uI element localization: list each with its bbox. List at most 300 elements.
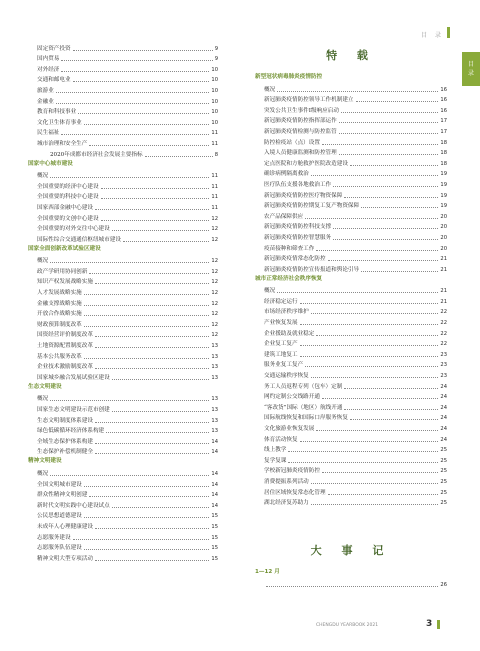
toc-entry-title: 企业援助及就业稳定 <box>264 330 315 337</box>
toc-leader-dots <box>333 228 438 229</box>
toc-entry[interactable] <box>255 253 447 264</box>
toc-leader-dots <box>56 103 210 104</box>
toc-entry-page: 12 <box>211 268 218 275</box>
toc-leader-dots <box>95 443 209 444</box>
header-accent-bar <box>447 27 450 38</box>
toc-leader-dots <box>95 560 209 561</box>
toc-entry-page: 22 <box>440 320 447 327</box>
toc-entry-page: 14 <box>211 438 218 445</box>
toc-entry[interactable] <box>255 475 447 486</box>
toc-entry-page: 25 <box>440 489 447 496</box>
toc-entry[interactable] <box>28 552 218 563</box>
toc-entry-page: 25 <box>440 468 447 475</box>
toc-entry[interactable] <box>255 401 447 412</box>
toc-leader-dots <box>112 379 210 380</box>
toc-entry[interactable] <box>255 327 447 338</box>
toc-entry[interactable] <box>28 499 218 510</box>
toc-entry-title: 对外经济 <box>37 66 60 73</box>
toc-entry-title: 国际航线恢复和国际口岸服务恢复 <box>264 415 348 422</box>
toc-entry[interactable] <box>28 63 218 74</box>
toc-leader-dots <box>84 517 210 518</box>
toc-entry[interactable] <box>28 350 218 361</box>
toc-entry-page: 18 <box>440 150 447 157</box>
toc-entry[interactable] <box>255 168 447 179</box>
toc-entry-page: 26 <box>440 581 447 588</box>
toc-leader-dots <box>61 71 209 72</box>
toc-entry-title: 金融业 <box>37 98 54 105</box>
toc-entry[interactable] <box>255 578 447 589</box>
toc-leader-dots <box>89 273 209 274</box>
toc-leader-dots <box>89 496 209 497</box>
toc-entry[interactable] <box>255 391 447 402</box>
side-tab-line1: 目 <box>467 61 474 68</box>
toc-entry-page: 13 <box>211 396 218 403</box>
toc-entry[interactable] <box>255 242 447 253</box>
toc-entry-title: 绿色低碳循环经济体系构建 <box>37 428 105 435</box>
toc-entry[interactable] <box>255 348 447 359</box>
toc-entry-page: 10 <box>211 66 218 73</box>
toc-section-title[interactable]: 城市正常经济社会秩序恢复 <box>255 275 323 282</box>
toc-entry[interactable] <box>255 380 447 391</box>
toc-entry[interactable] <box>28 520 218 531</box>
toc-entry-title: 国家生态文明建设示范市创建 <box>37 407 110 413</box>
toc-leader-dots <box>350 165 438 166</box>
toc-entry-page: 15 <box>211 545 218 552</box>
toc-entry-page: 19 <box>440 192 447 199</box>
toc-entry-page: 21 <box>440 298 447 305</box>
footer-text: CHENGDU YEARBOOK 2021 <box>316 623 379 628</box>
page-number-bar <box>437 620 440 629</box>
toc-entry-title: 新冠肺炎疫情防控指挥部运作 <box>264 118 337 125</box>
toc-entry-page: 23 <box>440 351 447 358</box>
toc-leader-dots <box>316 430 438 431</box>
toc-entry[interactable] <box>255 422 447 433</box>
toc-entry-page: 12 <box>211 279 218 286</box>
toc-entry-title: 企业技术激励制度改革 <box>37 364 93 371</box>
toc-entry[interactable] <box>28 542 218 553</box>
toc-leader-dots <box>356 101 439 102</box>
toc-leader-dots <box>344 409 438 410</box>
toc-entry-title: 未成年人心理健康建设 <box>37 523 93 530</box>
toc-entry-title: 开放合作战略实施 <box>37 311 82 318</box>
toc-leader-dots <box>50 177 209 178</box>
toc-leader-dots <box>78 113 209 114</box>
toc-entry[interactable] <box>28 329 218 340</box>
toc-entry[interactable] <box>28 510 218 521</box>
toc-entry-title: 国家城乡融合发展试验区建设 <box>37 374 110 381</box>
toc-entry-title: 确诊病例隔离救治 <box>264 171 309 178</box>
toc-entry-page: 16 <box>440 86 447 93</box>
toc-leader-dots <box>361 207 438 208</box>
toc-entry-title: 生态文明制度体系建设 <box>37 417 93 424</box>
toc-leader-dots <box>328 494 439 495</box>
toc-entry-page: 22 <box>440 341 447 348</box>
toc-entry[interactable] <box>255 433 447 444</box>
toc-section-title[interactable]: 1—12 月 <box>255 569 280 576</box>
toc-entry-title: 全国重要的文创中心建设 <box>37 215 99 222</box>
toc-entry-page: 20 <box>440 224 447 231</box>
toc-entry-page: 14 <box>211 470 218 477</box>
toc-leader-dots <box>84 305 210 306</box>
toc-entry[interactable] <box>255 231 447 242</box>
toc-entry[interactable] <box>28 170 218 181</box>
toc-entry-title: 新冠肺炎疫情防控医疗物资保障 <box>264 192 343 199</box>
toc-entry[interactable] <box>28 371 218 382</box>
toc-entry[interactable] <box>28 425 218 436</box>
toc-entry-title: 国际性综合交通通信枢纽城市建设 <box>37 236 121 243</box>
toc-entry-title: 市场经济秩序维护 <box>264 309 309 316</box>
toc-entry[interactable] <box>255 454 447 465</box>
toc-entry-page: 12 <box>211 258 218 265</box>
toc-entry-page: 13 <box>211 428 218 435</box>
chronicle-heading: 大 事 记 <box>310 544 392 558</box>
toc-leader-dots <box>89 145 209 146</box>
toc-entry[interactable] <box>28 116 218 127</box>
toc-leader-dots <box>112 507 210 508</box>
toc-leader-dots <box>341 112 438 113</box>
toc-leader-dots <box>101 220 210 221</box>
toc-entry-page: 15 <box>211 523 218 530</box>
toc-entry-page: 13 <box>211 364 218 371</box>
toc-entry-page: 11 <box>211 204 218 211</box>
toc-leader-dots <box>339 133 439 134</box>
toc-entry[interactable] <box>255 465 447 476</box>
toc-entry-page: 16 <box>440 107 447 114</box>
toc-entry-title: 知识产权发展战略实施 <box>37 279 93 286</box>
toc-leader-dots <box>277 292 438 293</box>
toc-entry[interactable] <box>28 95 218 106</box>
toc-leader-dots <box>61 60 212 61</box>
toc-entry-page: 10 <box>211 109 218 116</box>
toc-entry[interactable] <box>28 308 218 319</box>
toc-entry-title: 概况 <box>37 470 49 477</box>
toc-entry-page: 24 <box>440 383 447 390</box>
toc-entry-title: 线上教学 <box>264 447 287 454</box>
toc-entry-page: 11 <box>211 183 218 190</box>
toc-leader-dots <box>300 356 439 357</box>
toc-entry-page: 10 <box>211 77 218 84</box>
toc-entry[interactable] <box>28 127 218 138</box>
toc-entry[interactable] <box>255 306 447 317</box>
toc-entry[interactable] <box>28 223 218 234</box>
toc-entry-title: 全国重要的经济中心建设 <box>37 183 99 190</box>
toc-entry[interactable] <box>28 489 218 500</box>
toc-entry[interactable] <box>255 136 447 147</box>
toc-leader-dots <box>288 451 438 452</box>
toc-entry-title: 志愿服务建设 <box>37 534 71 541</box>
toc-leader-dots <box>112 230 210 231</box>
toc-entry[interactable] <box>255 338 447 349</box>
toc-entry-page: 25 <box>440 447 447 454</box>
toc-leader-dots <box>123 241 209 242</box>
toc-entry[interactable] <box>255 497 447 508</box>
toc-entry-title: 体育活动恢复 <box>264 436 298 443</box>
toc-section-title[interactable]: 生态文明建设 <box>28 383 62 390</box>
toc-right-column <box>255 42 447 589</box>
toc-entry-page: 12 <box>211 321 218 328</box>
page-number: 3 <box>426 619 433 629</box>
toc-section-title[interactable]: 国家全面创新改革试验区建设 <box>28 245 101 252</box>
toc-entry[interactable] <box>255 263 447 274</box>
toc-leader-dots <box>112 411 210 412</box>
toc-entry-page: 10 <box>211 87 218 94</box>
toc-entry-title: 概况 <box>37 173 49 180</box>
toc-entry-title: 土地资源配置制度改革 <box>37 343 93 350</box>
toc-entry-page: 21 <box>440 256 447 263</box>
toc-entry-page: 11 <box>211 194 218 201</box>
toc-entry-title: 旅游业 <box>37 87 54 94</box>
toc-leader-dots <box>311 377 439 378</box>
toc-entry[interactable] <box>28 276 218 287</box>
toc-entry[interactable] <box>255 83 447 94</box>
toc-entry-page: 19 <box>440 181 447 188</box>
toc-entry-page: 10 <box>211 119 218 126</box>
toc-leader-dots <box>300 303 439 304</box>
side-tab-line2: 录 <box>467 70 474 77</box>
toc-leader-dots <box>328 260 439 261</box>
toc-leader-dots <box>311 483 439 484</box>
toc-entry-title: 文化卫生体育事业 <box>37 119 82 126</box>
toc-entry-title: 概况 <box>264 288 276 295</box>
toc-entry[interactable] <box>255 369 447 380</box>
toc-entry-title: 居住区域恢复常态化管理 <box>264 489 326 496</box>
toc-leader-dots <box>339 122 439 123</box>
side-tab <box>462 52 480 86</box>
toc-entry[interactable] <box>255 486 447 497</box>
toc-entry-page: 14 <box>211 481 218 488</box>
toc-entry[interactable] <box>28 286 218 297</box>
toc-leader-dots <box>300 441 439 442</box>
toc-entry-title: 医疗队伍支援各地救治工作 <box>264 181 332 188</box>
toc-entry-page: 20 <box>440 213 447 220</box>
toc-entry-page: 11 <box>211 140 218 147</box>
toc-entry-page: 14 <box>211 502 218 509</box>
toc-leader-dots <box>316 250 438 251</box>
toc-leader-dots <box>84 315 210 316</box>
toc-entry-title: 全国文明城市建设 <box>37 481 82 488</box>
toc-entry[interactable] <box>28 446 218 457</box>
toc-entry-title: 基本公共服务改革 <box>37 353 82 360</box>
toc-entry[interactable] <box>255 359 447 370</box>
toc-entry-title: 经济稳定运行 <box>264 298 298 305</box>
toc-entry-title: 学校新冠肺炎疫情防控 <box>264 468 320 475</box>
toc-entry[interactable] <box>255 94 447 105</box>
toc-entry[interactable] <box>28 42 218 53</box>
toc-leader-dots <box>101 188 210 189</box>
toc-entry-title: 全域生态保护体系构建 <box>37 438 93 445</box>
toc-leader-dots <box>288 462 438 463</box>
toc-entry-title: 民生福祉 <box>37 130 60 137</box>
toc-entry[interactable] <box>255 178 447 189</box>
toc-entry[interactable] <box>255 147 447 158</box>
toc-entry-title: 公民思想道德建设 <box>37 513 82 520</box>
toc-leader-dots <box>311 504 439 505</box>
toc-entry-title: 全国重要的科技中心建设 <box>37 194 99 201</box>
toc-entry-page: 13 <box>211 374 218 381</box>
toc-entry-page: 20 <box>440 245 447 252</box>
toc-entry-title: 精神文明大型专项活动 <box>37 555 93 562</box>
toc-entry-page: 14 <box>211 449 218 456</box>
toc-entry-title: 务工人员返程专列（包车）定制 <box>264 383 343 390</box>
toc-entry-title: 新时代文明实践中心建设试点 <box>37 502 110 509</box>
toc-entry-page: 24 <box>440 404 447 411</box>
toc-entry[interactable] <box>28 414 218 425</box>
toc-entry-title: 概况 <box>37 258 49 265</box>
toc-entry-page: 9 <box>214 45 218 52</box>
toc-leader-dots <box>322 398 438 399</box>
toc-leader-dots <box>95 368 209 369</box>
toc-entry[interactable] <box>255 210 447 221</box>
toc-entry-title: 群众性精神文明创建 <box>37 492 88 499</box>
toc-entry-page: 21 <box>440 266 447 273</box>
toc-entry[interactable] <box>255 115 447 126</box>
toc-leader-dots <box>50 400 209 401</box>
toc-entry-page: 11 <box>211 173 218 180</box>
toc-entry-title: 入境人员健康监测和防控管理 <box>264 150 337 157</box>
toc-entry-page: 25 <box>440 500 447 507</box>
toc-section-title[interactable]: 新型冠状病毒肺炎疫情防控 <box>255 74 323 80</box>
toc-entry-page: 24 <box>440 415 447 422</box>
toc-entry[interactable] <box>255 189 447 200</box>
toc-leader-dots <box>73 50 213 51</box>
toc-entry-page: 24 <box>440 426 447 432</box>
toc-leader-dots <box>333 186 438 187</box>
toc-entry[interactable] <box>255 285 447 296</box>
toc-entry-title: 人才发展战略实施 <box>37 290 82 297</box>
toc-entry-page: 17 <box>440 128 447 135</box>
toc-entry-title: 疫苗接种和筛查工作 <box>264 245 315 252</box>
toc-entry-page: 17 <box>440 118 447 125</box>
toc-entry[interactable] <box>255 157 447 168</box>
toc-entry-title: 新冠肺炎疫情常态化防控 <box>264 256 326 263</box>
toc-entry-page: 22 <box>440 330 447 337</box>
toc-entry-page: 25 <box>440 457 447 464</box>
toc-leader-dots <box>361 271 438 272</box>
toc-entry[interactable] <box>28 106 218 117</box>
toc-entry-title: 复学复课 <box>264 457 287 464</box>
toc-entry[interactable] <box>28 318 218 329</box>
toc-leader-dots <box>333 239 438 240</box>
toc-entry-title: 湖北经济复苏助力 <box>264 500 309 507</box>
toc-entry-page: 18 <box>440 160 447 167</box>
toc-entry[interactable] <box>255 221 447 232</box>
toc-entry[interactable] <box>28 265 218 276</box>
toc-entry[interactable] <box>28 148 218 159</box>
toc-entry[interactable] <box>28 255 218 266</box>
toc-entry[interactable] <box>28 74 218 85</box>
toc-leader-dots <box>95 283 209 284</box>
toc-entry[interactable] <box>255 412 447 423</box>
toc-entry-title: 固定资产投资 <box>37 45 71 52</box>
toc-entry[interactable] <box>28 478 218 489</box>
toc-entry-title: 2020年成都市经济社会发展主要指标 <box>50 151 143 158</box>
toc-entry-page: 11 <box>211 130 218 137</box>
toc-entry[interactable] <box>28 297 218 308</box>
toc-entry-page: 24 <box>440 394 447 401</box>
toc-entry[interactable] <box>28 467 218 478</box>
toc-entry-title: 概况 <box>264 86 276 93</box>
toc-leader-dots <box>84 124 210 125</box>
toc-entry-page: 19 <box>440 203 447 210</box>
toc-entry-title: 城市治理和安全生产 <box>37 140 88 147</box>
toc-entry[interactable] <box>28 137 218 148</box>
toc-entry[interactable] <box>28 339 218 350</box>
toc-entry-title: 突发公共卫生事件Ⅰ级响应启动 <box>264 107 339 114</box>
toc-leader-dots <box>344 197 438 198</box>
toc-leader-dots <box>300 345 439 346</box>
toc-entry-title: 服务业复工复产 <box>264 362 304 369</box>
toc-entry-title: 交通运输秩序恢复 <box>264 373 309 380</box>
toc-entry-title: 产业恢复发展 <box>264 320 298 327</box>
toc-entry[interactable] <box>255 125 447 136</box>
toc-entry[interactable] <box>28 191 218 202</box>
toc-entry-page: 24 <box>440 436 447 443</box>
toc-entry-title: 网约定制公交线路开通 <box>264 394 320 401</box>
toc-leader-dots <box>145 156 213 157</box>
toc-entry[interactable] <box>28 212 218 223</box>
toc-entry-title: 企业复工复产 <box>264 341 298 348</box>
toc-entry[interactable] <box>28 361 218 372</box>
toc-entry-page: 12 <box>211 332 218 339</box>
toc-entry[interactable] <box>28 403 218 414</box>
toc-entry[interactable] <box>28 435 218 446</box>
toc-entry-page: 13 <box>211 407 218 413</box>
toc-section-title[interactable]: 国家中心城市建设 <box>28 160 73 167</box>
toc-entry-page: 18 <box>440 139 447 146</box>
toc-entry-page: 23 <box>440 362 447 369</box>
toc-leader-dots <box>50 475 209 476</box>
toc-entry-title: 文化旅游业恢复发展 <box>264 426 315 432</box>
toc-entry[interactable] <box>28 84 218 95</box>
toc-entry-title: 志愿服务队伍建设 <box>37 545 82 552</box>
toc-entry[interactable] <box>28 53 218 64</box>
toc-leader-dots <box>305 218 438 219</box>
toc-entry-page: 14 <box>211 492 218 499</box>
toc-leader-dots <box>73 81 210 82</box>
toc-entry[interactable] <box>255 104 447 115</box>
toc-leader-dots <box>95 347 209 348</box>
toc-leader-dots <box>84 294 210 295</box>
toc-entry-page: 15 <box>211 555 218 562</box>
toc-leader-dots <box>300 324 439 325</box>
toc-entry[interactable] <box>255 444 447 455</box>
toc-entry[interactable] <box>255 295 447 306</box>
toc-entry[interactable] <box>255 316 447 327</box>
toc-leader-dots <box>305 366 438 367</box>
toc-entry-title: 政产学研用协同创新 <box>37 268 88 275</box>
toc-entry-title: 建筑工地复工 <box>264 351 298 358</box>
toc-entry-page: 22 <box>440 309 447 316</box>
toc-section-title[interactable]: 精神文明建设 <box>28 458 62 465</box>
toc-entry[interactable] <box>255 200 447 211</box>
toc-leader-dots <box>95 422 209 423</box>
toc-entry[interactable] <box>28 531 218 542</box>
special-feature-heading: 特 载 <box>326 49 376 62</box>
toc-leader-dots <box>84 549 210 550</box>
toc-entry-page: 13 <box>211 353 218 360</box>
toc-entry[interactable] <box>28 233 218 244</box>
toc-entry[interactable] <box>28 180 218 191</box>
toc-entry-page: 13 <box>211 417 218 424</box>
toc-leader-dots <box>84 326 210 327</box>
toc-entry[interactable] <box>28 201 218 212</box>
toc-leader-dots <box>311 175 439 176</box>
toc-entry-page: 20 <box>440 234 447 241</box>
toc-entry[interactable] <box>28 393 218 404</box>
toc-entry-title: 国资经营评价制度改革 <box>37 332 93 339</box>
toc-entry-page: 12 <box>211 226 218 233</box>
toc-entry-title: 生态保护补偿机制健全 <box>37 449 93 456</box>
